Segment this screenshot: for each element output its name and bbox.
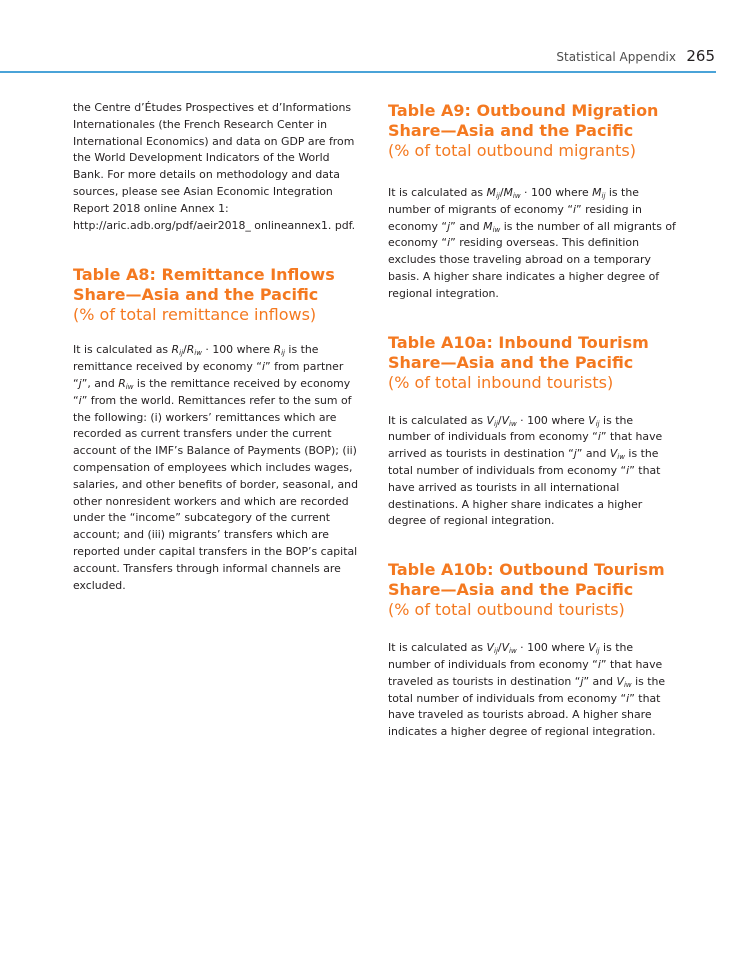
section-subtitle: (% of total remittance inflows) xyxy=(73,305,317,325)
section-table-a9 xyxy=(388,101,678,303)
section-title-line-1: Table A9: Outbound Migration xyxy=(388,101,659,120)
section-title-line-1: Table A10b: Outbound Tourism xyxy=(388,560,665,580)
header-rule xyxy=(0,71,716,73)
section-title-line-1: Table A10a: Inbound Tourism xyxy=(388,332,649,352)
section-body: It is calculated as $M_{ij}/M_{iw} \cdot 100$ where $M_{ij}$ is the number of migrants of economy “i” residing in economy “j” and $M_{iw}$ is the number of all migrants of economy “i” residing overseas. This definition excludes those traveling abroad on a temporary basis. A higher share indicates a higher degree of regional integration. xyxy=(388,186,676,300)
section-title-line-2: Share—Asia and the Pacific xyxy=(388,580,634,600)
section-table-a10a xyxy=(388,333,678,531)
running-header-section: Statistical Appendix xyxy=(556,50,676,64)
section-subtitle: (% of total outbound tourists) xyxy=(388,600,625,620)
section-heading xyxy=(388,333,678,393)
section-body: It is calculated as $R_{ij}/R_{iw} \cdot 100$ where $R_{ij}$ is the remittance received by economy “i” from partner “j”, and $R_{iw}$ is the remittance received by economy “i” from the world. Remittances refer to the sum of the following: (i) workers’ remittances which are recorded as current transfers under the current account of the IMF’s Balance of Payments (BOP); (ii) compensation of employees which includes wages, salaries, and other benefits of border, seasonal, and other nonresident workers and which are recorded under the “income” subcategory of the current account; and (iii) migrants’ transfers which are reported under capital transfers in the BOP’s capital account. Transfers through informal channels are excluded. xyxy=(73,343,358,592)
section-subtitle: (% of total inbound tourists) xyxy=(388,372,614,392)
section-title-line-1: Table A8: Remittance Inflows xyxy=(73,265,335,285)
section-heading xyxy=(73,265,359,325)
section-heading xyxy=(388,560,678,620)
page-header xyxy=(0,0,750,72)
section-title-line-2: Share—Asia and the Pacific xyxy=(388,352,634,372)
section-table-a8 xyxy=(73,265,359,594)
section-subtitle: (% of total outbound migrants) xyxy=(388,141,636,160)
section-body: It is calculated as $V_{ij}/V_{iw} \cdot 100$ where $V_{ij}$ is the number of individuals from economy “i” that have arrived as tourists in destination “j” and $V_{iw}$ is the total number of individuals from economy “i” that have arrived as tourists in all international destinations. A higher share indicates a higher degree of regional integration. xyxy=(388,413,663,528)
left-column xyxy=(73,100,359,594)
right-column xyxy=(388,101,678,741)
section-title-line-2: Share—Asia and the Pacific xyxy=(388,121,634,140)
section-heading xyxy=(388,101,678,161)
section-title-line-2: Share—Asia and the Pacific xyxy=(73,285,319,305)
section-table-a10b xyxy=(388,560,678,741)
section-body: It is calculated as $V_{ij}/V_{iw} \cdot 100$ where $V_{ij}$ is the number of individuals from economy “i” that have traveled as tourists in destination “j” and $V_{iw}$ is the total number of individuals from economy “i” that have traveled as tourists abroad. A higher share indicates a higher degree of regional integration. xyxy=(388,641,666,739)
intro-paragraph: the Centre d’Études Prospectives et d’Informations Internationales (the French Research Center in International Economics) and data on GDP are from the World Development Indicators of the World Bank. For more details on methodology and data sources, please see Asian Economic Integration Report 2018 online Annex 1: http://aric.adb.org/pdf/aeir2018_ onlineannex1. pdf. xyxy=(73,101,356,232)
page-number: 265 xyxy=(686,47,715,65)
